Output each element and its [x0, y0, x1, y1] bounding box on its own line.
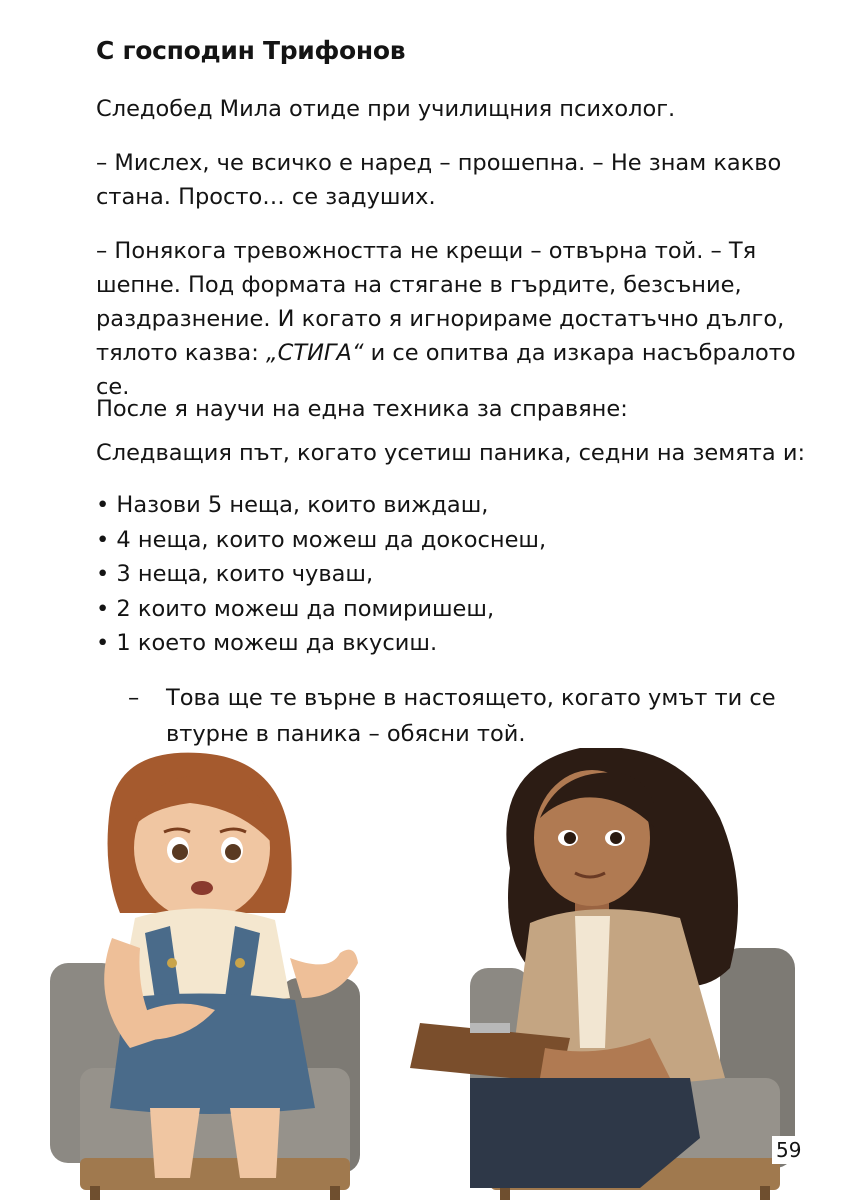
therapy-session-illustration [40, 748, 800, 1200]
paragraph-4: После я научи на една техника за справяне: [96, 396, 628, 422]
list-item: • 1 което можеш да вкусиш. [96, 630, 438, 656]
emphasis-word: „СТИГА“ [265, 340, 364, 366]
closing-text: Това ще те върне в настоящето, когато умът ти се втурне в паника – обясни той. [166, 685, 776, 747]
page-number: 59 [772, 1136, 805, 1164]
list-item: • 3 неща, които чуваш, [96, 561, 374, 587]
woman-figure [410, 748, 738, 1188]
paragraph-2: – Мислех, че всичко е наред – прошепна. – Не знам какво стана. Просто… се задуших. [96, 150, 782, 210]
list-item: • 2 които можеш да помиришеш, [96, 595, 495, 622]
list-item: • Назови 5 неща, които виждаш, [96, 492, 489, 518]
closing-dash: – [128, 685, 140, 711]
chapter-title: С господин Трифонов [96, 36, 406, 65]
paragraph-1: Следобед Мила отиде при училищния психолог. [96, 96, 676, 122]
paragraph-3-text: – Понякога тревожността не крещи – отвърна той. – Тя шепне. Под формата на стягане в гърдите, безсъние, раздразнение. И когато я игнорираме достатъчно дълго, тялото казва: [96, 238, 785, 366]
paragraph-3 [96, 234, 812, 404]
paragraph-3-tail: и се опитва да изкара насъбралото се. [96, 340, 796, 400]
paragraph-5: Следващия път, когато усетиш паника, седни на земята и: [96, 440, 806, 466]
list-item: • 4 неща, които можеш да докоснеш, [96, 526, 547, 553]
grounding-list [96, 488, 546, 661]
